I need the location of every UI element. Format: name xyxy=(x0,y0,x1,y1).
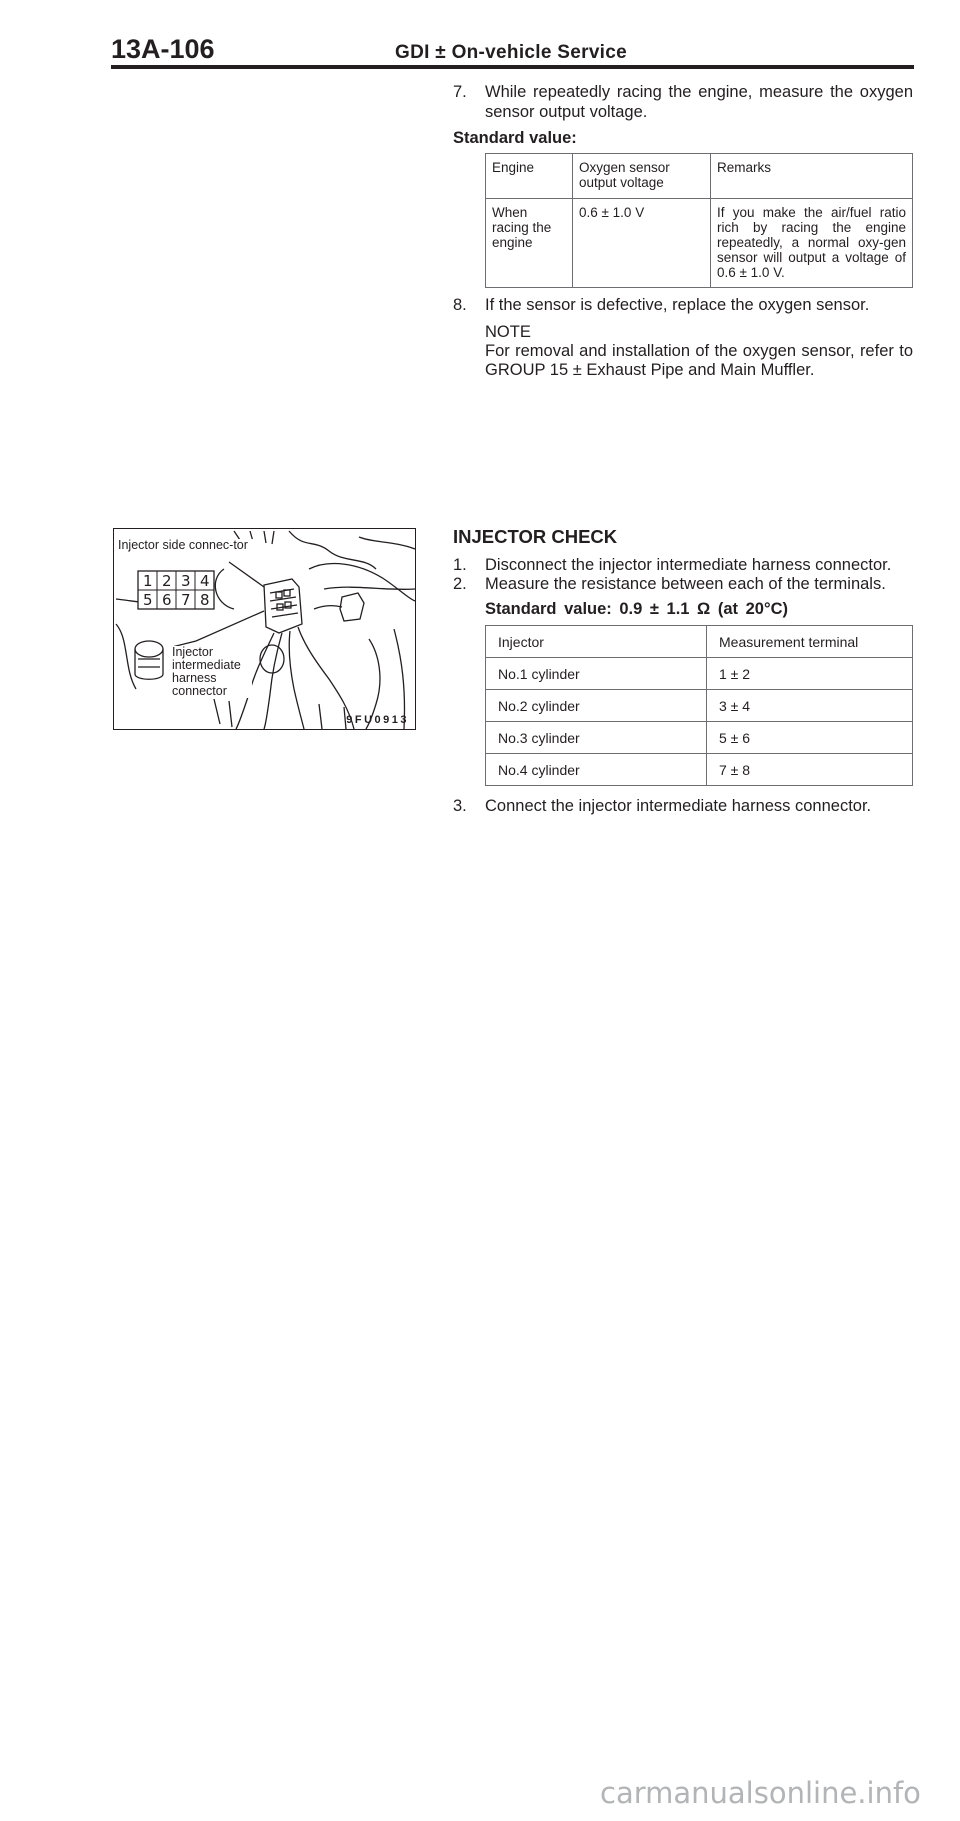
injector-connector-figure xyxy=(113,528,416,730)
table-row xyxy=(486,754,913,786)
table-header-cell: Injector xyxy=(486,626,707,658)
step-number: 8. xyxy=(453,296,467,314)
table-cell: No.1 cylinder xyxy=(486,658,707,690)
injector-step-2 xyxy=(453,575,913,595)
page-header xyxy=(111,28,914,70)
step-text: Disconnect the injector intermediate harness connector. xyxy=(485,556,892,574)
harness-connector-label: Injector intermediate harness connector xyxy=(172,646,252,698)
pin-label: 8 xyxy=(200,591,210,609)
table-row xyxy=(486,199,913,288)
step-number: 3. xyxy=(453,797,467,815)
pin-label: 3 xyxy=(181,572,191,590)
table-cell: 0.6 ± 1.0 V xyxy=(573,199,711,288)
note-text: For removal and installation of the oxygen sensor, refer to GROUP 15 ± Exhaust Pipe and Main Muffler. xyxy=(485,342,913,379)
section-title: GDI ± On-vehicle Service xyxy=(395,42,627,63)
step-text: Measure the resistance between each of the terminals. xyxy=(485,575,886,593)
table-header-cell: Measurement terminal xyxy=(707,626,913,658)
step-number: 2. xyxy=(453,575,467,593)
table-cell: 7 ± 8 xyxy=(707,754,913,786)
table-cell: No.3 cylinder xyxy=(486,722,707,754)
table-header-cell: Engine xyxy=(486,154,573,199)
table-cell: When racing the engine xyxy=(486,199,573,288)
step-text: If the sensor is defective, replace the oxygen sensor. xyxy=(485,296,870,314)
table-row xyxy=(486,722,913,754)
table-row xyxy=(486,690,913,722)
pin-label: 5 xyxy=(143,591,153,609)
header-rule xyxy=(111,65,914,69)
step-text: While repeatedly racing the engine, measure the oxygen sensor output voltage. xyxy=(485,83,913,121)
injector-step-1 xyxy=(453,556,913,576)
pin-label: 4 xyxy=(200,572,210,590)
note-label: NOTE xyxy=(485,323,531,341)
step-7 xyxy=(453,83,913,123)
watermark: carmanualsonline.info xyxy=(600,1776,921,1810)
table-cell: 5 ± 6 xyxy=(707,722,913,754)
table-cell: 1 ± 2 xyxy=(707,658,913,690)
oxygen-sensor-table xyxy=(485,153,913,288)
injector-step-3 xyxy=(453,797,913,817)
pin-label: 7 xyxy=(181,591,191,609)
step-number: 1. xyxy=(453,556,467,574)
table-cell: 3 ± 4 xyxy=(707,690,913,722)
table-cell: No.2 cylinder xyxy=(486,690,707,722)
pin-numbers xyxy=(138,571,214,609)
injector-check-title: INJECTOR CHECK xyxy=(453,526,618,547)
step-number: 7. xyxy=(453,83,467,101)
standard-value-label: Standard value: xyxy=(453,129,577,147)
table-row xyxy=(486,658,913,690)
side-connector-label: Injector side connec-tor xyxy=(118,539,258,552)
table-cell: No.4 cylinder xyxy=(486,754,707,786)
injector-table xyxy=(485,625,913,786)
table-header-cell: Oxygen sensor output voltage xyxy=(573,154,711,199)
step-text: Connect the injector intermediate harness connector. xyxy=(485,797,872,815)
table-cell: If you make the air/fuel ratio rich by racing the engine repeatedly, a normal oxy-gen sensor will output a voltage of 0.6 ± 1.0 V. xyxy=(711,199,913,288)
step-8 xyxy=(453,296,913,318)
table-header-row xyxy=(486,154,913,199)
pin-label: 2 xyxy=(162,572,172,590)
pin-label: 1 xyxy=(143,572,153,590)
table-header-cell: Remarks xyxy=(711,154,913,199)
engine-illustration xyxy=(114,529,415,729)
table-header-row xyxy=(486,626,913,658)
figure-code: 9FU0913 xyxy=(346,714,409,726)
pin-label: 6 xyxy=(162,591,172,609)
injector-standard-value: Standard value: 0.9 ± 1.1 Ω (at 20°C) xyxy=(485,600,788,618)
page-number: 13A-106 xyxy=(111,34,215,64)
